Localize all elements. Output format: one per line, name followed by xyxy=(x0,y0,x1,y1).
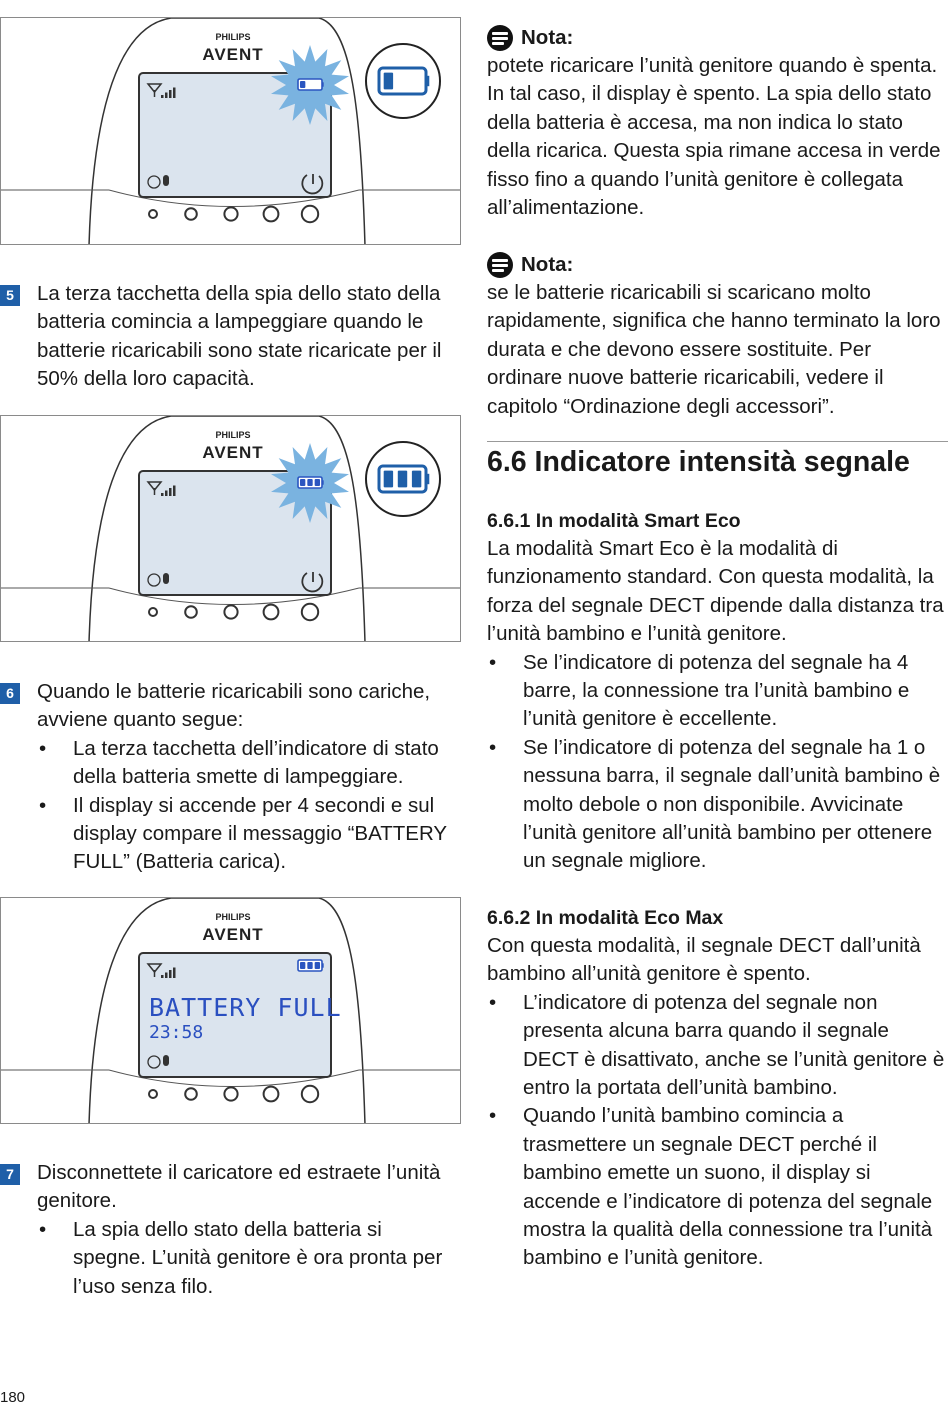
subsection-smart-eco-title: 6.6.1 In modalità Smart Eco xyxy=(487,510,741,532)
step-5-text: La terza tacchetta della spia dello stato della batteria comincia a lampeggiare quando le batterie ricaricabili sono state ricaricate per il 50% della loro capacità. xyxy=(37,282,442,391)
note-1-heading xyxy=(487,24,947,52)
figure-charging-50 xyxy=(0,17,461,245)
note-2-title: Nota: xyxy=(521,253,574,276)
subsection-eco-max-bullets xyxy=(487,989,947,1273)
brand-philips: PHILIPS xyxy=(215,32,251,42)
device-button xyxy=(149,608,157,616)
step-6-bullets xyxy=(37,735,457,877)
step-6 xyxy=(37,678,457,877)
step-number-7: 7 xyxy=(0,1164,20,1185)
subsection-eco-max-title: 6.6.2 In modalità Eco Max xyxy=(487,907,724,929)
subsection-smart-eco xyxy=(487,507,947,876)
device-button xyxy=(149,1090,157,1098)
list-item: • Quando l’unità bambino comincia a trasmettere un segnale DECT perché il bambino emette un suono, il display si accende e l’indicatore di potenza del segnale mostra la qualità della connessione tra l’unità bambino e l’unità genitore. xyxy=(487,1102,947,1272)
subsection-eco-max-text: Con questa modalità, il segnale DECT dall’unità bambino all’unità genitore è spento. xyxy=(487,934,921,986)
step-7 xyxy=(37,1159,457,1301)
brand-avent: AVENT xyxy=(202,45,264,64)
zoom-battery-icon xyxy=(379,466,429,492)
list-item: • Se l’indicatore di potenza del segnale ha 4 barre, la connessione tra l’unità bambino e l’unità genitore è eccellente. xyxy=(487,649,947,734)
brand-avent: AVENT xyxy=(202,925,264,944)
device-button xyxy=(264,605,279,620)
zoom-battery-icon xyxy=(379,68,429,94)
page-number: 180 xyxy=(0,1389,26,1406)
device-button xyxy=(185,208,197,220)
list-item: • La terza tacchetta dell’indicatore di stato della batteria smette di lampeggiare. xyxy=(37,735,457,792)
note-icon xyxy=(487,252,513,278)
subsection-eco-max xyxy=(487,904,947,1273)
device-button xyxy=(185,606,197,618)
note-1 xyxy=(487,24,947,222)
step-7-bullets xyxy=(37,1216,457,1301)
note-1-title: Nota: xyxy=(521,26,574,49)
section-title: 6.6 Indicatore intensità segnale xyxy=(487,446,910,478)
step-number-5: 5 xyxy=(0,285,20,306)
list-item: • L’indicatore di potenza del segnale non presenta alcuna barra quando il segnale DECT è disattivato, anche se l’unità genitore è entro la portata dell’unità bambino. xyxy=(487,989,947,1103)
device-button xyxy=(224,207,237,220)
subsection-smart-eco-bullets xyxy=(487,649,947,876)
step-number-6: 6 xyxy=(0,683,20,704)
lcd-battery-full-text: BATTERY FULL xyxy=(149,993,342,1022)
device-button xyxy=(302,1086,318,1102)
lcd-battery-icon xyxy=(298,79,324,90)
section-divider xyxy=(487,441,948,442)
device-button xyxy=(224,1087,237,1100)
list-item: • Se l’indicatore di potenza del segnale ha 1 o nessuna barra, il segnale dall’unità bambino è molto debole o non disponibile. Avvicinate l’unità genitore all’unità bambino per ottenere un segnale migliore. xyxy=(487,734,947,876)
figure-battery-full xyxy=(0,897,461,1124)
list-item: • Il display si accende per 4 secondi e sul display compare il messaggio “BATTERY FULL” (Batteria carica). xyxy=(37,792,457,877)
note-2-text: se le batterie ricaricabili si scaricano molto rapidamente, significa che hanno terminato la loro durata e che devono essere sostituite. Per ordinare nuove batterie ricaricabili, vedere il capitolo “Ordinazione degli accessori”. xyxy=(487,281,941,418)
step-7-text: Disconnettete il caricatore ed estraete l’unità genitore. xyxy=(37,1161,441,1213)
lcd-battery-icon xyxy=(298,960,324,971)
device-button xyxy=(185,1088,197,1100)
note-2-heading xyxy=(487,251,947,279)
device-button xyxy=(302,604,318,620)
lcd-battery-icon xyxy=(298,477,324,488)
step-6-text: Quando le batterie ricaricabili sono cariche, avviene quanto segue: xyxy=(37,680,431,732)
brand-avent: AVENT xyxy=(202,443,264,462)
note-1-text: potete ricaricare l’unità genitore quando è spenta. In tal caso, il display è spento. La spia dello stato della batteria è accesa, ma non indica lo stato della ricarica. Questa spia rimane accesa in verde fisso fino a quando l’unità genitore è collegata all’alimentazione. xyxy=(487,54,941,220)
subsection-smart-eco-text: La modalità Smart Eco è la modalità di funzionamento standard. Con questa modalità, la forza del segnale DECT dipende dalla distanza tra l’unità bambino e l’unità genitore. xyxy=(487,537,944,646)
figure-charging-full-blinking xyxy=(0,415,461,642)
device-button xyxy=(264,207,279,222)
device-button xyxy=(149,210,157,218)
note-2 xyxy=(487,251,947,421)
brand-philips: PHILIPS xyxy=(215,912,251,922)
note-icon xyxy=(487,25,513,51)
device-button xyxy=(302,206,318,222)
device-button xyxy=(264,1087,279,1102)
list-item: • La spia dello stato della batteria si spegne. L’unità genitore è ora pronta per l’uso senza filo. xyxy=(37,1216,457,1301)
lcd-time-text: 23:58 xyxy=(149,1022,204,1043)
brand-philips: PHILIPS xyxy=(215,430,251,440)
device-button xyxy=(224,605,237,618)
